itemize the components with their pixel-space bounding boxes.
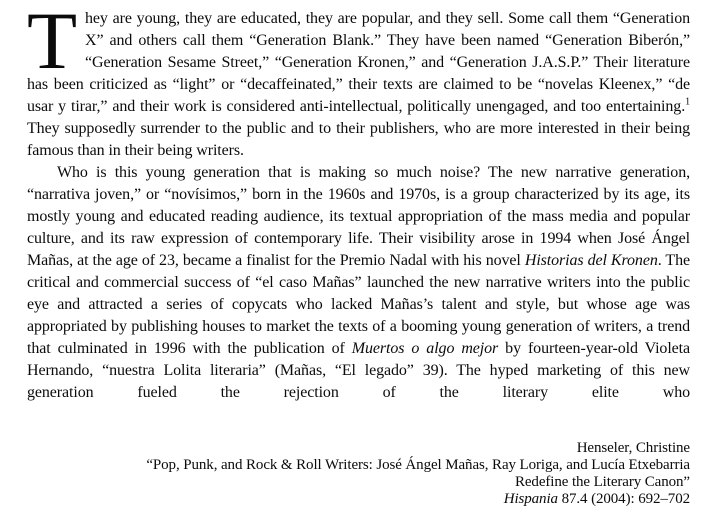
text-run: . The critical and commercial success of “el caso Mañas” launched the new narrative writers into the public eye and attracted a series of copycats who lacked Mañas’s talent and style, but whose age was appropriated by publishing houses to market the texts of a booming young generation of writers, a trend that culminated in 1996 with the publication of [27, 252, 690, 357]
text-run: 87.4 (2004): 692–702 [557, 491, 690, 507]
citation-line [146, 457, 690, 474]
text-run: They supposedly surrender to the public and to their publishers, who are more interested in their being famous than in their being writers. [27, 120, 690, 159]
italic-text-run: Muertos o algo mejor [351, 340, 499, 357]
text-run: Henseler, Christine [576, 440, 690, 456]
footnote-marker: 1 [685, 96, 690, 108]
citation-line [146, 491, 690, 508]
text-run: Who is this young generation that is making so much noise? The new narrative generation, “narrativa joven,” or “novísimos,” born in the 1960s and 1970s, is a group characterized by its age, its mostly young and educated reading audience, its textual appropriation of the mass media and popular culture, and its raw expression of contemporary life. Their visibility arose in 1994 when José Ángel Mañas, at the age of 23, became a finalist for the Premio Nadal with his novel [27, 164, 690, 269]
citation-block [146, 440, 690, 508]
text-run: by fourteen-year-old Violeta Hernando, “nuestra Lolita literaria” (Mañas, “El legado” 39). The hyped marketing of this new generation fueled the rejection of the literary elite who [27, 340, 691, 401]
italic-text-run: Hispania [503, 491, 558, 507]
text-run: “Pop, Punk, and Rock & Roll Writers: José Ángel Mañas, Ray Loriga, and Lucía Etxebarria [146, 457, 690, 473]
paragraph [27, 0, 690, 162]
citation-line [146, 474, 690, 491]
text-run: hey are young, they are educated, they are popular, and they sell. Some call them “Generation X” and others call them “Generation Blank.” They have been named “Generation Biberón,” “Generation Sesame Street,” “Generation Kronen,” and “Generation J.A.S.P.” Their literature has been criticized as “light” or “decaffeinated,” their texts are claimed to be “novelas Kleenex,” “de usar y tirar,” and their work is considered anti-intellectual, politically unengaged, and too entertaining. [27, 10, 690, 115]
citation-line [146, 440, 690, 457]
italic-text-run: Historias del Kronen [524, 252, 658, 269]
text-run: Redefine the Literary Canon” [514, 474, 690, 490]
article-body [27, 0, 691, 404]
drop-cap: T [27, 0, 77, 86]
paragraph [27, 162, 690, 404]
